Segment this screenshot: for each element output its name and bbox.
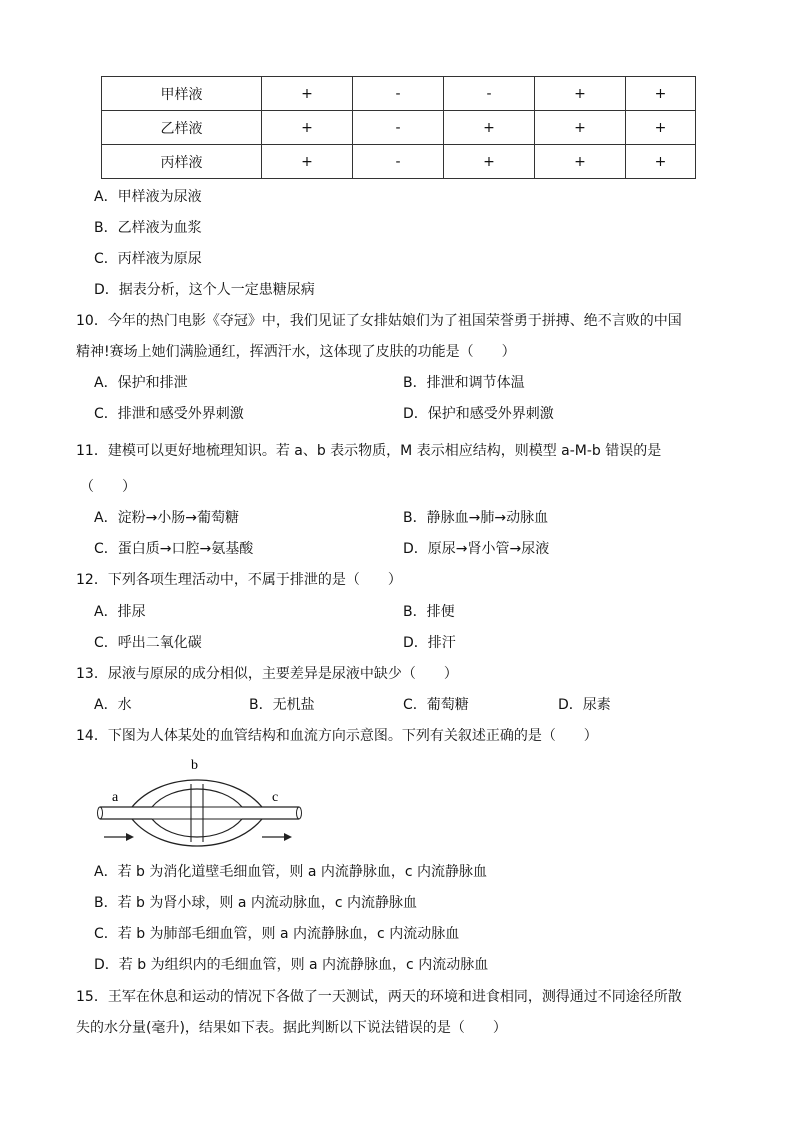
q11-option-c: C．蛋白质→口腔→氨基酸 — [94, 541, 254, 557]
q9-option-c: C．丙样液为原尿 — [94, 251, 202, 267]
q10-option-a: A．保护和排泄 — [94, 375, 188, 391]
blood-vessel-diagram — [92, 757, 307, 849]
q13-stem: 13．尿液与原尿的成分相似，主要差异是尿液中缺少（ ） — [76, 666, 458, 682]
q12-stem: 12．下列各项生理活动中，不属于排泄的是（ ） — [76, 572, 402, 588]
table-cell: 甲样液 — [102, 77, 262, 111]
q14-option-d: D．若 b 为组织内的毛细血管，则 a 内流静脉血，c 内流动脉血 — [94, 957, 489, 973]
q14-stem: 14．下图为人体某处的血管结构和血流方向示意图。下列有关叙述正确的是（ ） — [76, 728, 598, 744]
table-cell: + — [444, 145, 535, 179]
table-cell: + — [262, 145, 353, 179]
q11-option-a: A．淀粉→小肠→葡萄糖 — [94, 510, 240, 526]
q11-stem-line2: （ ） — [80, 479, 136, 495]
q12-option-c: C．呼出二氧化碳 — [94, 635, 202, 651]
table-row — [102, 111, 696, 145]
q10-stem-line1: 10．今年的热门电影《夺冠》中，我们见证了女排姑娘们为了祖国荣誉勇于拼搏、绝不言败的中国 — [76, 313, 682, 329]
q11-stem-line1: 11．建模可以更好地梳理知识。若 a、b 表示物质，M 表示相应结构，则模型 a-M-b 错误的是 — [76, 443, 662, 459]
q12-option-d: D．排汗 — [403, 635, 456, 651]
q11-option-d: D．原尿→肾小管→尿液 — [403, 541, 550, 557]
q10-stem-line2: 精神!赛场上她们满脸通红，挥洒汗水，这体现了皮肤的功能是（ ） — [76, 344, 516, 360]
diagram-label-a: a — [112, 790, 119, 805]
table-cell: + — [535, 145, 626, 179]
diagram-label-c: c — [272, 790, 279, 805]
table-cell: - — [353, 111, 444, 145]
table-cell: + — [626, 111, 696, 145]
table-cell: - — [444, 77, 535, 111]
q13-option-b: B．无机盐 — [249, 697, 315, 713]
table-cell: 乙样液 — [102, 111, 262, 145]
table-row — [102, 145, 696, 179]
q13-option-a: A．水 — [94, 697, 132, 713]
q15-stem-line1: 15．王军在休息和运动的情况下各做了一天测试，两天的环境和进食相同，测得通过不同途径所散 — [76, 989, 682, 1005]
q10-option-c: C．排泄和感受外界刺激 — [94, 406, 244, 422]
table-cell: + — [262, 77, 353, 111]
q14-option-a: A．若 b 为消化道壁毛细血管，则 a 内流静脉血，c 内流静脉血 — [94, 864, 487, 880]
q9-option-d: D．据表分析，这个人一定患糖尿病 — [94, 282, 315, 298]
sample-table — [101, 76, 696, 179]
q10-option-d: D．保护和感受外界刺激 — [403, 406, 554, 422]
table-cell: + — [444, 111, 535, 145]
table-cell: - — [353, 145, 444, 179]
q9-option-b: B．乙样液为血浆 — [94, 220, 202, 236]
q14-option-b: B．若 b 为肾小球，则 a 内流动脉血，c 内流静脉血 — [94, 895, 418, 911]
table-row — [102, 77, 696, 111]
q11-option-b: B．静脉血→肺→动脉血 — [403, 510, 549, 526]
table-cell: - — [353, 77, 444, 111]
q13-option-d: D．尿素 — [558, 697, 611, 713]
table-cell: + — [262, 111, 353, 145]
q12-option-b: B．排便 — [403, 604, 455, 620]
table-cell: + — [535, 77, 626, 111]
table-cell: + — [626, 77, 696, 111]
q15-stem-line2: 失的水分量(毫升)，结果如下表。据此判断以下说法错误的是（ ） — [76, 1020, 507, 1036]
table-cell: 丙样液 — [102, 145, 262, 179]
q14-option-c: C．若 b 为肺部毛细血管，则 a 内流静脉血，c 内流动脉血 — [94, 926, 460, 942]
q13-option-c: C．葡萄糖 — [403, 697, 469, 713]
q9-option-a: A．甲样液为尿液 — [94, 189, 202, 205]
table-cell: + — [535, 111, 626, 145]
table-cell: + — [626, 145, 696, 179]
diagram-label-b: b — [191, 758, 198, 773]
q10-option-b: B．排泄和调节体温 — [403, 375, 525, 391]
q12-option-a: A．排尿 — [94, 604, 146, 620]
